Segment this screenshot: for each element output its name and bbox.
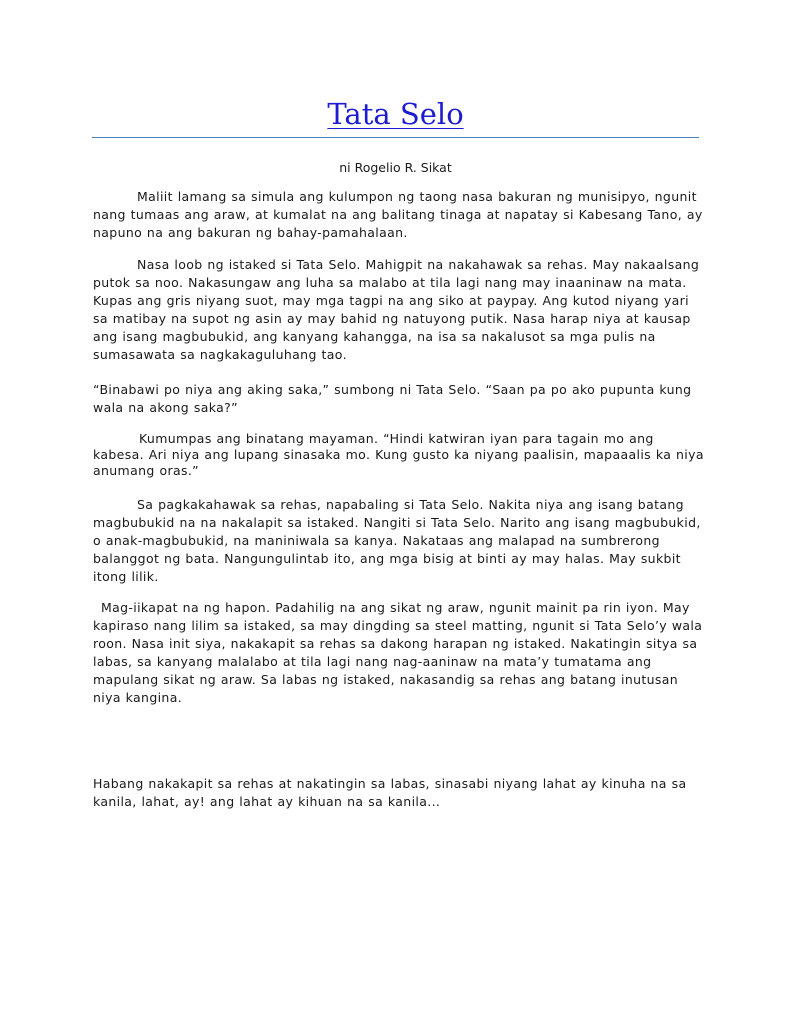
paragraph-3: “Binabawi po niya ang aking saka,” sumbong ni Tata Selo. “Saan pa po ako pupunta kung wala na akong saka?” [93,382,692,415]
paragraph-4: Kumumpas ang binatang mayaman. “Hindi katwiran iyan para tagain mo ang kabesa. Ari niya ang lupang sinasaka mo. Kung gusto ka niyang paalisin, mapaaalis ka niya anumang oras.” [93,431,704,478]
title-divider [92,137,699,138]
paragraph-1: Maliit lamang sa simula ang kulumpon ng taong nasa bakuran ng munisipyo, ngunit nang tumaas ang araw, at kumalat na ang balitang tinaga at napatay si Kabesang Tano, ay napuno na ang bakuran ng bahay-pamahalaan. [93,189,703,240]
paragraph-7: Habang nakakapit sa rehas at nakatingin sa labas, sinasabi niyang lahat ay kinuha na sa kanila, lahat, ay! ang lahat ay kihuan na sa kanila... [93,776,687,809]
paragraph-2: Nasa loob ng istaked si Tata Selo. Mahigpit na nakahawak sa rehas. May nakaalsang putok sa noo. Nakasungaw ang luha sa malabo at tila lagi nang may inaaninaw na mata. Kupas ang gris niyang suot, may mga tagpi na ang siko at paypay. Ang kutod niyang yari sa matibay na supot ng asin ay may bahid ng natuyong putik. Nasa harap niya at kausap ang isang magbubukid, ang kanyang kahangga, na isa sa nakalusot sa mga pulis na sumasawata sa nagkakaguluhang tao. [93,257,700,362]
paragraph-5: Sa pagkakahawak sa rehas, napabaling si Tata Selo. Nakita niya ang isang batang magbubukid na na nakalapit sa istaked. Nangiti si Tata Selo. Narito ang isang magbubukid, o anak-magbubukid, na maniniwala sa kanya. Nakataas ang malapad na sumbrerong balanggot ng bata. Nangungulintab ito, ang mga bisig at binti ay may halas. May sukbit itong lilik. [93,497,701,584]
author-byline: ni Rogelio R. Sikat [339,160,452,175]
document-title[interactable]: Tata Selo [327,97,464,131]
paragraph-6: Mag-iikapat na ng hapon. Padahilig na ang sikat ng araw, ngunit mainit pa rin iyon. May kapiraso nang lilim sa istaked, sa may dingding sa steel matting, ngunit si Tata Selo’y wala roon. Nasa init siya, nakakapit sa rehas sa dakong harapan ng istaked. Nakatingin sitya sa labas, sa kanyang malalabo at tila lagi nang nag-aaninaw na mata’y tumatama ang mapulang sikat ng araw. Sa labas ng istaked, nakasandig sa rehas ang batang inutusan niya kangina. [93,600,703,705]
